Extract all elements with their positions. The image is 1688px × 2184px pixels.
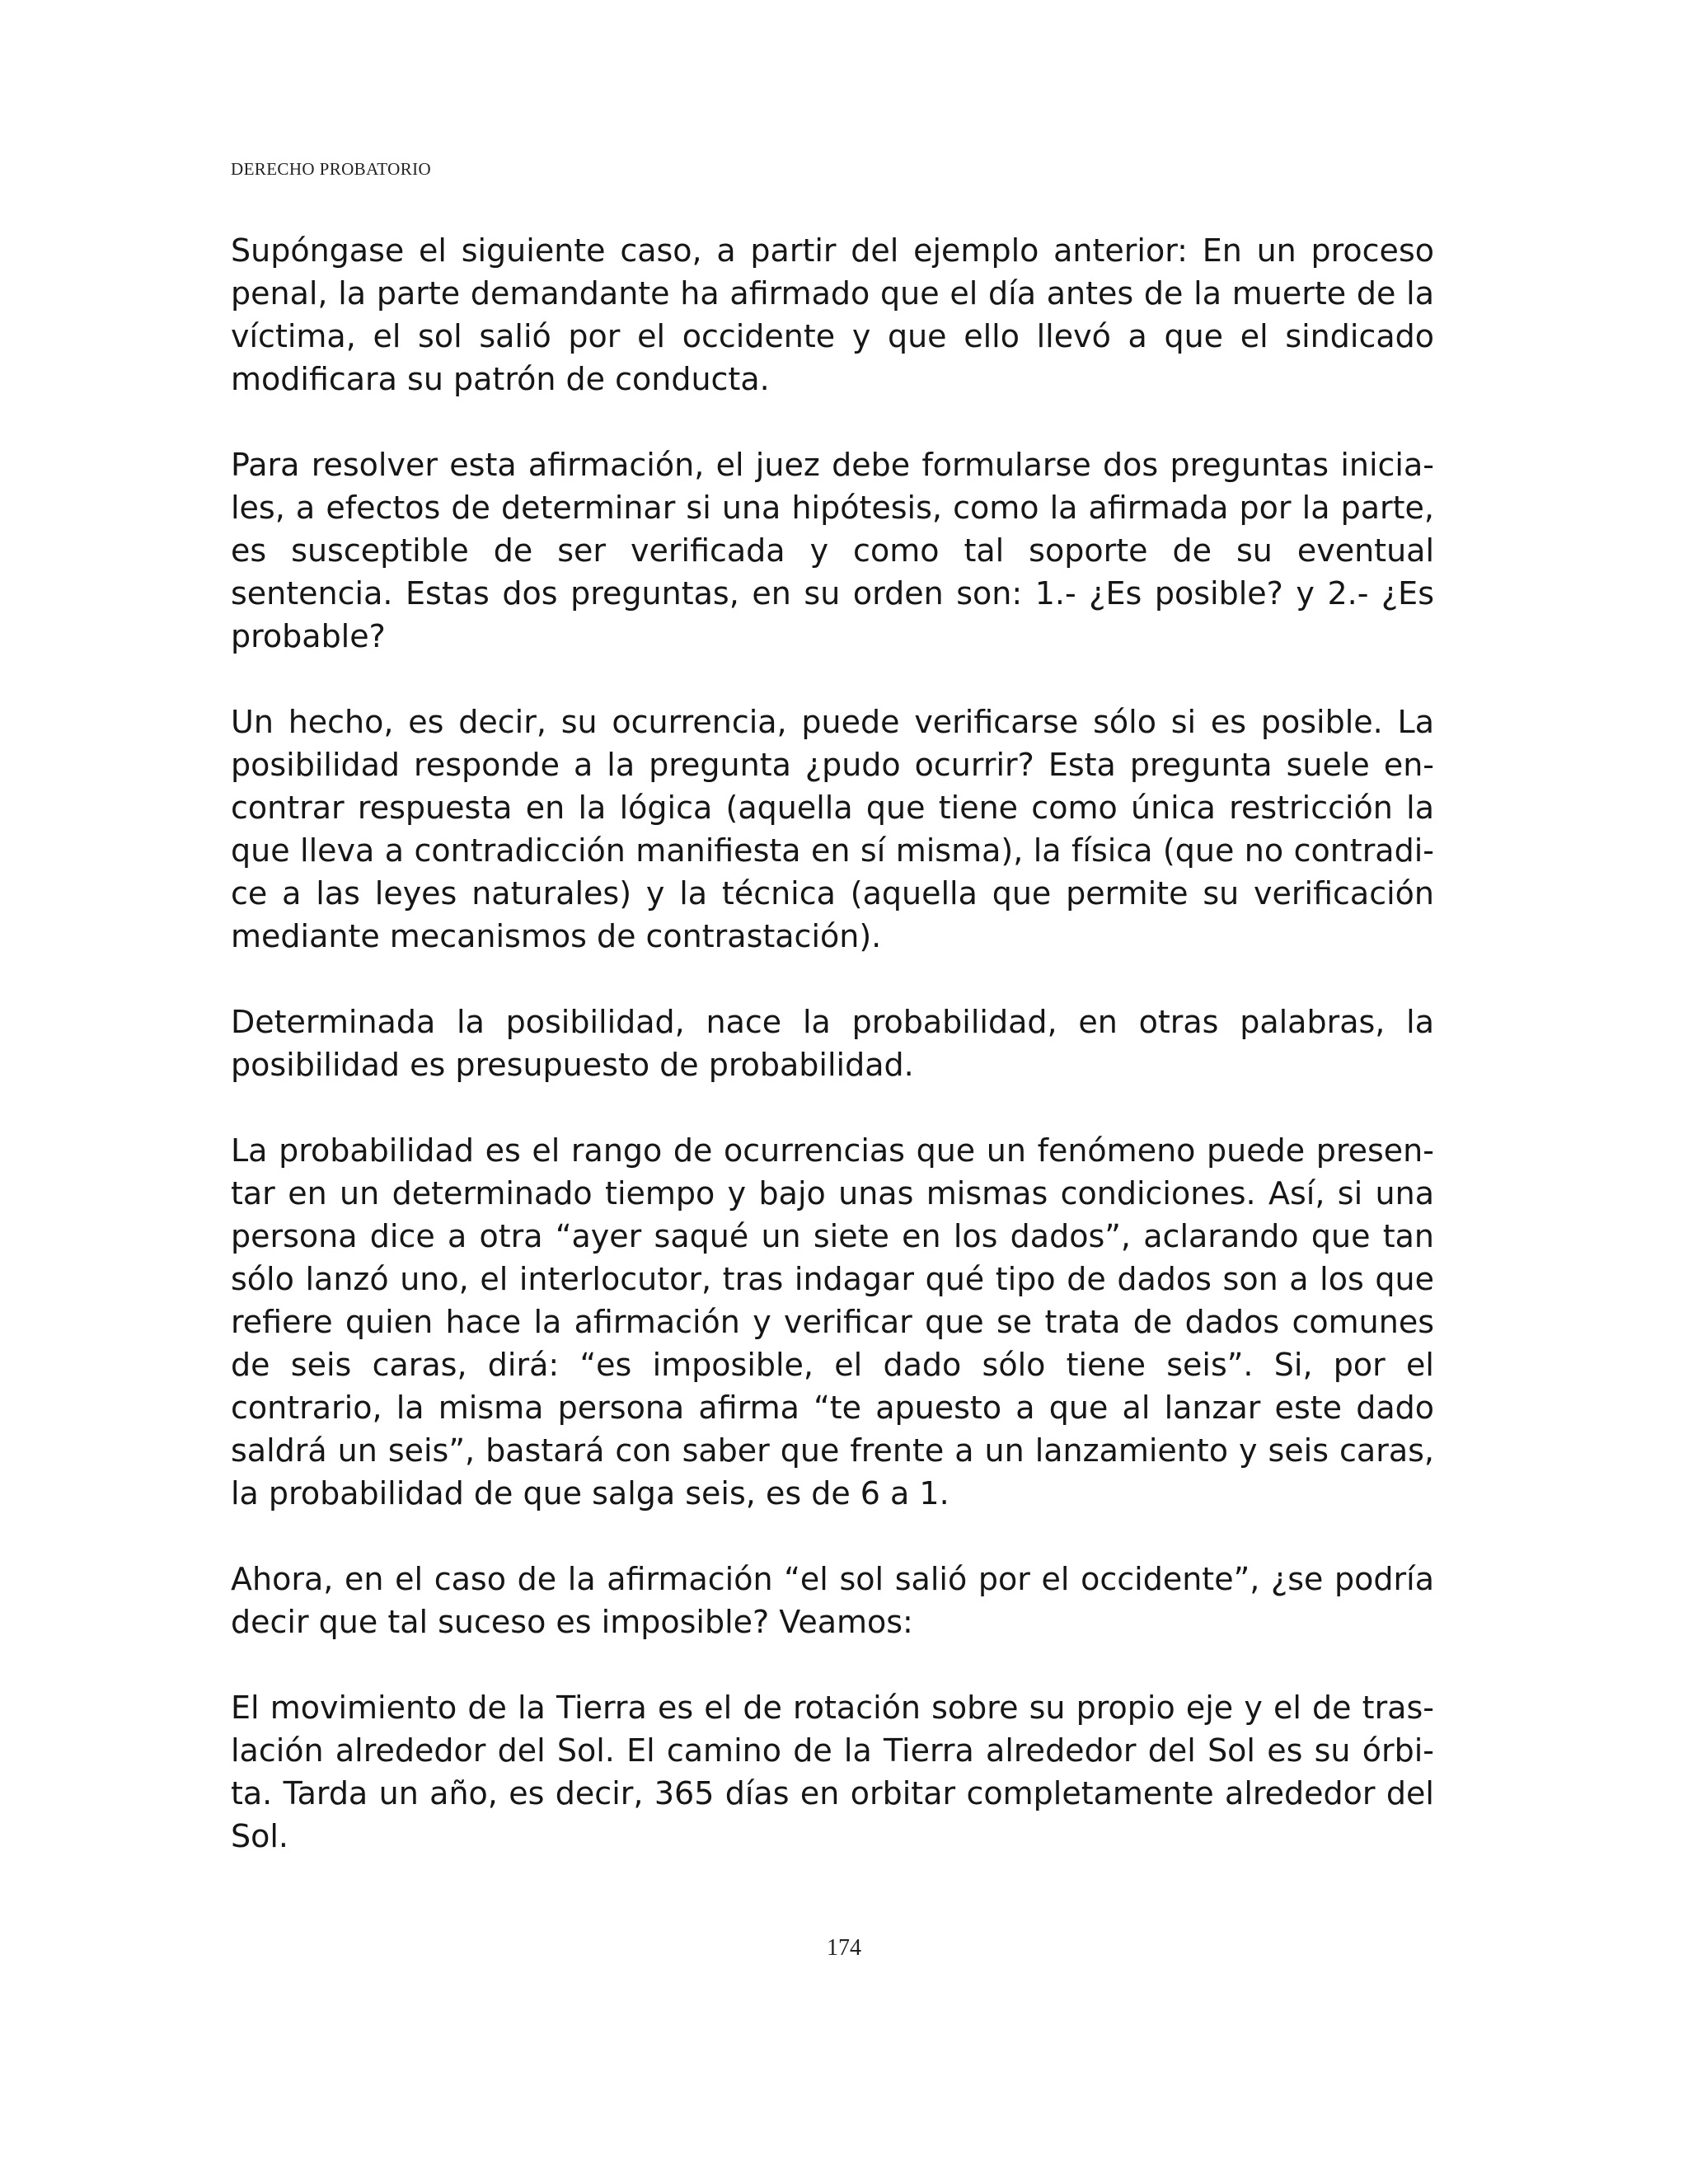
paragraph: El movimiento de la Tierra es el de rotación sobre su propio eje y el de traslación alrededor del Sol. El camino de la Tierra alrededor del Sol es su órbita. Tarda un año, es decir, 365 días en orbitar completamente alrededor del Sol. [231,1690,1434,1854]
paragraph: Supóngase el siguiente caso, a partir del ejemplo anterior: En un proceso penal, la parte demandante ha afirmado que el día antes de la muerte de la víctima, el sol salió por el occidente y que ello llevó a que el sindicado modificara su patrón de conducta. [231,232,1434,397]
running-header: DERECHO PROBATORIO [231,159,432,179]
paragraph: Ahora, en el caso de la afirmación “el sol salió por el occidente”, ¿se podría decir que tal suceso es imposible? Veamos: [231,1561,1434,1640]
paragraph: Para resolver esta afirmación, el juez debe formularse dos preguntas iniciales, a efectos de determinar si una hipótesis, como la afirmada por la parte, es susceptible de ser verificada y como tal soporte de su eventual sentencia. Estas dos preguntas, en su orden son: 1.- ¿Es posible? y 2.- ¿Es probable? [231,447,1434,654]
paragraph: Determinada la posibilidad, nace la probabilidad, en otras palabras, la posibilidad es presupuesto de probabilidad. [231,1004,1434,1083]
paragraph: Un hecho, es decir, su ocurrencia, puede verificarse sólo si es posible. La posibilidad responde a la pregunta ¿pudo ocurrir? Esta pregunta suele encontrar respuesta en la lógica (aquella que tiene como única restricción la que lleva a contradicción manifiesta en sí misma), la física (que no contradice a las leyes naturales) y la técnica (aquella que permite su verificación mediante mecanismos de contrastación). [231,704,1434,954]
body-text [231,229,1434,1900]
page-number: 174 [827,1935,861,1961]
paragraph: La probabilidad es el rango de ocurrencias que un fenómeno puede presentar en un determinado tiempo y bajo unas mismas condiciones. Así, si una persona dice a otra “ayer saqué un siete en los dados”, aclarando que tan sólo lanzó uno, el interlocutor, tras indagar qué tipo de dados son a los que refiere quien hace la afirmación y verificar que se trata de dados comunes de seis caras, dirá: “es imposible, el dado sólo tiene seis”. Si, por el contrario, la misma persona afirma “te apuesto a que al lanzar este dado saldrá un seis”, bastará con saber que frente a un lanzamiento y seis caras, la probabilidad de que salga seis, es de 6 a 1. [231,1132,1434,1511]
